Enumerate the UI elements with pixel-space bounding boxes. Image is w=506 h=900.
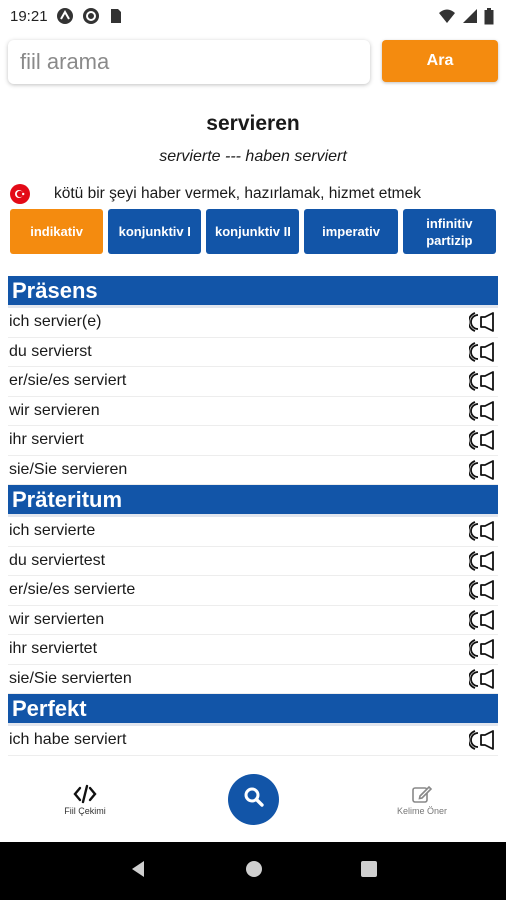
recents-icon[interactable] bbox=[360, 860, 378, 883]
translation-row bbox=[10, 184, 496, 204]
conjugation-row bbox=[8, 367, 498, 397]
conjugation-text: ihr serviert bbox=[9, 431, 84, 449]
conjugation-row bbox=[8, 397, 498, 427]
verb-title: servieren bbox=[206, 112, 300, 135]
speaker-icon[interactable] bbox=[468, 369, 498, 393]
speaker-icon[interactable] bbox=[468, 637, 498, 661]
conjugation-text: wir servierten bbox=[9, 610, 105, 628]
status-bar bbox=[0, 0, 506, 32]
speaker-icon[interactable] bbox=[468, 310, 498, 334]
conjugation-row bbox=[8, 726, 498, 756]
nav-item-suggest-word[interactable] bbox=[382, 784, 462, 816]
search-bar bbox=[8, 40, 498, 84]
speaker-icon[interactable] bbox=[468, 578, 498, 602]
conjugation-text: ihr serviertet bbox=[9, 640, 98, 658]
turkey-flag-icon bbox=[10, 184, 30, 204]
speaker-icon[interactable] bbox=[468, 728, 498, 752]
tab-indikativ[interactable]: indikativ bbox=[10, 209, 103, 254]
wifi-icon bbox=[438, 8, 456, 24]
verb-principal-parts: servierte --- haben serviert bbox=[159, 148, 347, 165]
speaker-icon[interactable] bbox=[468, 519, 498, 543]
status-time: 19:21 bbox=[10, 7, 48, 25]
conjugation-row bbox=[8, 517, 498, 547]
tab-konjunktiv-ii[interactable]: konjunktiv II bbox=[206, 209, 299, 254]
conjugation-list[interactable] bbox=[8, 276, 498, 764]
search-button[interactable]: Ara bbox=[382, 40, 498, 82]
signal-icon bbox=[462, 8, 478, 24]
speaker-icon[interactable] bbox=[468, 667, 498, 691]
conjugation-text: du serviertest bbox=[9, 551, 106, 569]
conjugation-row bbox=[8, 635, 498, 665]
conjugation-text: ich habe serviert bbox=[9, 731, 127, 749]
search-fab-button[interactable] bbox=[228, 774, 279, 825]
system-navigation-bar bbox=[0, 842, 506, 900]
conjugation-text: ich servier(e) bbox=[9, 313, 102, 331]
mood-tabs bbox=[10, 209, 496, 254]
home-icon[interactable] bbox=[244, 859, 264, 884]
conjugation-text: ich servierte bbox=[9, 522, 96, 540]
conjugation-row bbox=[8, 576, 498, 606]
speaker-icon[interactable] bbox=[468, 340, 498, 364]
search-input[interactable]: fiil arama bbox=[8, 40, 370, 84]
battery-icon bbox=[484, 8, 494, 25]
conjugation-text: er/sie/es servierte bbox=[9, 581, 136, 599]
section-header: Präteritum bbox=[8, 485, 498, 517]
section-header: Perfekt bbox=[8, 694, 498, 726]
conjugation-row bbox=[8, 665, 498, 695]
nav-item-verb-conjugation[interactable] bbox=[45, 784, 125, 816]
conjugation-text: er/sie/es serviert bbox=[9, 372, 127, 390]
tab-konjunktiv-i[interactable]: konjunktiv I bbox=[108, 209, 201, 254]
tab-imperativ[interactable]: imperativ bbox=[304, 209, 397, 254]
tab-infinitiv-partizip[interactable]: infinitiv partizip bbox=[403, 209, 496, 254]
nav-label-suggest-word: Kelime Öner bbox=[396, 806, 448, 816]
magnifier-icon bbox=[242, 785, 266, 814]
speaker-icon[interactable] bbox=[468, 608, 498, 632]
translation-text: kötü bir şeyi haber vermek, hazırlamak, hizmet etmek bbox=[54, 185, 421, 202]
conjugation-row bbox=[8, 308, 498, 338]
speaker-icon[interactable] bbox=[468, 399, 498, 423]
nav-label-verb-conjugation: Fiil Çekimi bbox=[64, 806, 106, 816]
speaker-icon[interactable] bbox=[468, 549, 498, 573]
conjugation-row bbox=[8, 606, 498, 636]
conjugation-text: sie/Sie servieren bbox=[9, 460, 128, 478]
sync-icon bbox=[82, 7, 100, 25]
edit-icon bbox=[411, 784, 433, 806]
section-header: Präsens bbox=[8, 276, 498, 308]
conjugation-text: wir servieren bbox=[9, 401, 100, 419]
conjugation-row bbox=[8, 338, 498, 368]
speaker-icon[interactable] bbox=[468, 428, 498, 452]
back-icon[interactable] bbox=[128, 859, 148, 884]
conjugation-row bbox=[8, 547, 498, 577]
sim-card-icon bbox=[108, 8, 122, 24]
conjugation-text: sie/Sie servierten bbox=[9, 669, 132, 687]
conjugation-text: du servierst bbox=[9, 342, 92, 360]
code-icon bbox=[73, 784, 97, 806]
conjugation-row bbox=[8, 456, 498, 486]
navigation-app-icon bbox=[56, 7, 74, 25]
conjugation-row bbox=[8, 426, 498, 456]
speaker-icon[interactable] bbox=[468, 458, 498, 482]
